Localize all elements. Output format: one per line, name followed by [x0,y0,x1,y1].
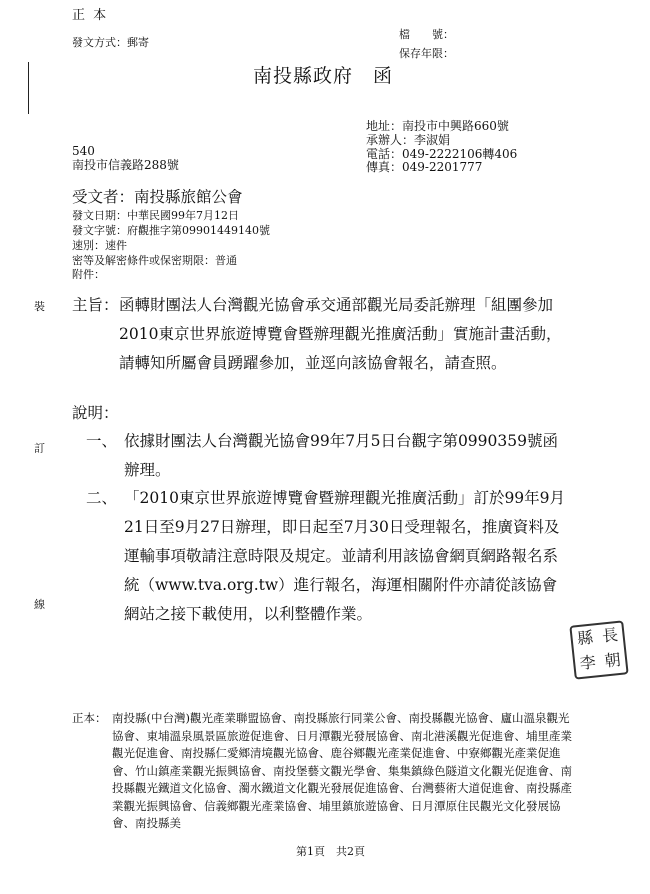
document-number: 發文字號：府觀推字第09901449140號 [72,224,270,237]
item-number: 二、 [86,489,118,507]
item-text: 依據財團法人台灣觀光協會99年7月5日台觀字第0990359號函辦理。 [124,432,558,479]
official-seal [569,620,628,679]
explanation-item-1 [86,427,572,485]
attachment-label: 附件： [72,268,105,281]
send-method: 發文方式：郵寄 [72,36,149,49]
margin-mark-bind: 裝 [34,300,45,313]
subject-label: 主旨： [72,296,119,314]
recipient-street-address: 南投市信義路288號 [72,158,179,172]
seal-char: 長 [601,624,619,646]
contact-handler: 承辦人：李淑娟 [366,133,451,147]
speed-class: 速別：速件 [72,239,127,252]
document-title: 南投縣政府 函 [253,65,394,87]
contact-phone: 電話：049-2222106轉406 [366,147,518,161]
file-number-label: 檔 號： [399,28,454,41]
recipient: 受文者：南投縣旅館公會 [72,188,243,206]
explanation-label: 說明： [72,404,119,422]
page-number: 第1頁 共2頁 [296,845,365,858]
seal-char: 李 [578,652,597,674]
issue-date: 發文日期：中華民國99年7月12日 [72,209,239,222]
cc-section [72,710,577,833]
copy-mark: 正 本 [72,8,109,23]
seal-char: 縣 [576,627,595,649]
contact-address: 地址：南投市中興路660號 [366,119,509,133]
cc-label: 正本： [72,711,107,725]
cc-list: 南投縣(中台灣)觀光產業聯盟協會、南投縣旅行同業公會、南投縣觀光協會、廬山溫泉觀光協會、東埔溫泉風景區旅遊促進會、日月潭觀光發展協會、南北港溪觀光促進會、埔里產業觀光促進會、南投縣仁愛鄉清境觀光協會、鹿谷鄉觀光產業促進會、中寮鄉觀光產業促進會、竹山鎮產業觀光振興協會、南投堡藝文觀光學會、集集鎮綠色隧道文化觀光促進會、南投縣觀光鐵道文化協會、濁水鐵道文化觀光發展促進協會、台灣藝術大道促進會、南投縣產業觀光振興協會、信義鄉觀光產業協會、埔里鎮旅遊協會、日月潭原住民觀光文化發展協會、南投縣美 [112,711,572,830]
seal-char: 朝 [603,649,622,671]
security-class: 密等及解密條件或保密期限：普通 [72,254,237,267]
margin-binding-line [28,62,29,114]
subject-text: 函轉財團法人台灣觀光協會承交通部觀光局委託辦理「組團參加2010東京世界旅遊博覽會暨辦理觀光推廣活動」實施計畫活動，請轉知所屬會員踴躍參加，並逕向該協會報名，請查照。 [119,296,562,372]
margin-mark-line: 線 [34,598,45,611]
contact-fax: 傳真：049-2201777 [366,160,483,174]
postal-code: 540 [72,144,95,158]
retention-label: 保存年限： [399,47,454,60]
margin-mark-staple: 訂 [34,442,45,455]
item-text: 「2010東京世界旅遊博覽會暨辦理觀光推廣活動」訂於99年9月21日至9月27日辦理，即日起至7月30日受理報名，推廣資料及運輸事項敬請注意時限及規定。並請利用該協會網頁網路報名系統（www.tva.org.tw）進行報名，海運相關附件亦請從該協會網站之接下載使用，以利整體作業。 [124,489,566,623]
item-number: 一、 [86,432,118,450]
subject-section [72,291,572,378]
explanation-item-2 [86,484,572,629]
